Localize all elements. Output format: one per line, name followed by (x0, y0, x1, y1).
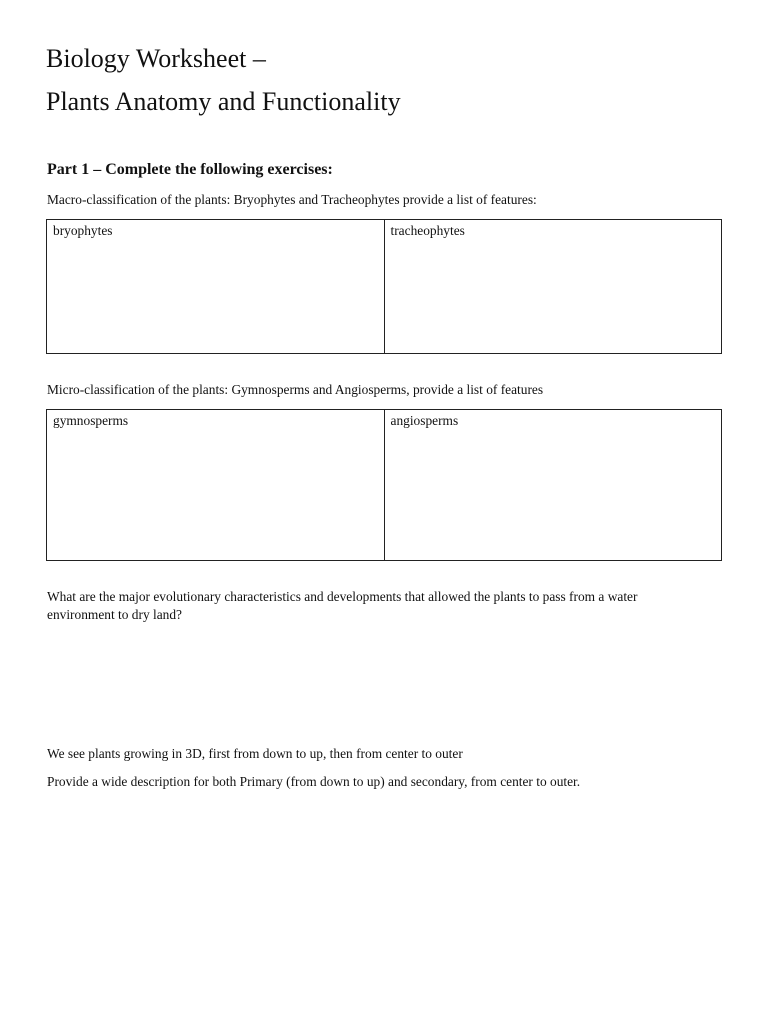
gymnosperms-cell[interactable]: gymnosperms (47, 410, 385, 561)
bryophytes-cell[interactable]: bryophytes (47, 220, 385, 354)
growth-question: Provide a wide description for both Primary (from down to up) and secondary, from center to outer. (47, 774, 581, 789)
worksheet-subtitle: Plants Anatomy and Functionality (46, 87, 401, 116)
table-row (47, 410, 722, 561)
part-1-heading: Part 1 – Complete the following exercises: (47, 161, 333, 178)
micro-classification-table (46, 409, 722, 561)
macro-classification-prompt: Macro-classification of the plants: Bryophytes and Tracheophytes provide a list of features: (47, 192, 537, 207)
growth-statement: We see plants growing in 3D, first from down to up, then from center to outer (47, 746, 463, 761)
tracheophytes-cell[interactable]: tracheophytes (384, 220, 722, 354)
micro-classification-prompt: Micro-classification of the plants: Gymnosperms and Angiosperms, provide a list of features (47, 382, 544, 397)
angiosperms-cell[interactable]: angiosperms (384, 410, 722, 561)
evolution-question: What are the major evolutionary characteristics and developments that allowed the plants to pass from a water environment to dry land? (47, 589, 638, 622)
table-row (47, 220, 722, 354)
macro-classification-table (46, 219, 722, 354)
worksheet-title: Biology Worksheet – (46, 44, 266, 73)
